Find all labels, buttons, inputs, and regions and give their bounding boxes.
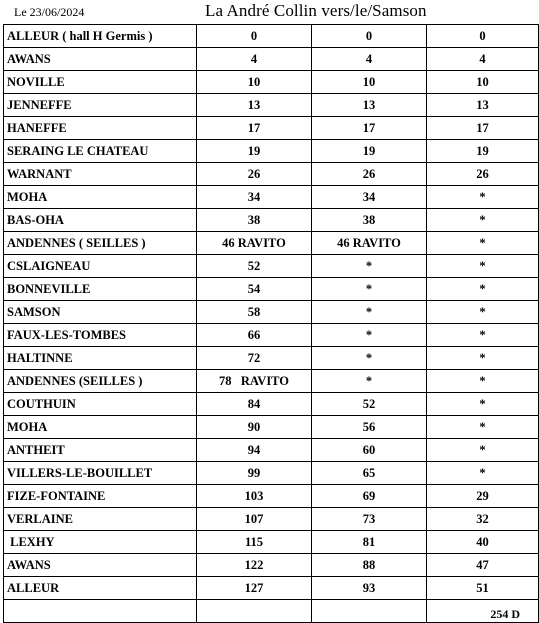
total-distance: 254 D: [427, 600, 539, 623]
distance-cell-1: 115: [197, 531, 312, 554]
distance-cell-1: 66: [197, 324, 312, 347]
distance-cell-1: 84: [197, 393, 312, 416]
table-row: [4, 255, 539, 278]
distance-cell-3: *: [427, 347, 539, 370]
table-row: [4, 25, 539, 48]
place-cell: ANDENNES (SEILLES ): [4, 370, 197, 393]
distance-cell-1: 107: [197, 508, 312, 531]
distance-cell-1: 46 RAVITO: [197, 232, 312, 255]
place-cell: VILLERS-LE-BOUILLET: [4, 462, 197, 485]
table-row: [4, 554, 539, 577]
place-cell: MOHA: [4, 416, 197, 439]
place-cell: ALLEUR: [4, 577, 197, 600]
empty-cell: [197, 600, 312, 623]
distance-cell-2: *: [312, 324, 427, 347]
distance-cell-1: 4: [197, 48, 312, 71]
distance-cell-1: 99: [197, 462, 312, 485]
table-row: [4, 416, 539, 439]
distance-cell-2: *: [312, 347, 427, 370]
distance-cell-3: 51: [427, 577, 539, 600]
place-cell: FIZE-FONTAINE: [4, 485, 197, 508]
distance-cell-3: 0: [427, 25, 539, 48]
distance-cell-1: 10: [197, 71, 312, 94]
distance-cell-2: 73: [312, 508, 427, 531]
distance-cell-2: 52: [312, 393, 427, 416]
distance-cell-3: *: [427, 439, 539, 462]
distance-cell-1: 38: [197, 209, 312, 232]
distance-cell-2: 69: [312, 485, 427, 508]
table-row: [4, 324, 539, 347]
empty-cell: [4, 600, 197, 623]
distance-cell-3: 10: [427, 71, 539, 94]
distance-cell-1: 78 RAVITO: [197, 370, 312, 393]
distance-cell-2: 88: [312, 554, 427, 577]
document-header: [0, 0, 539, 26]
place-cell: ANTHEIT: [4, 439, 197, 462]
place-cell: JENNEFFE: [4, 94, 197, 117]
distance-cell-2: 17: [312, 117, 427, 140]
distance-cell-2: *: [312, 255, 427, 278]
distance-cell-1: 58: [197, 301, 312, 324]
distance-cell-2: 34: [312, 186, 427, 209]
document-date: Le 23/06/2024: [14, 5, 85, 19]
distance-cell-3: 47: [427, 554, 539, 577]
total-row: [4, 600, 539, 623]
table-row: [4, 163, 539, 186]
distance-cell-3: *: [427, 462, 539, 485]
place-cell: WARNANT: [4, 163, 197, 186]
distance-cell-1: 122: [197, 554, 312, 577]
distance-cell-3: *: [427, 324, 539, 347]
distance-cell-2: 38: [312, 209, 427, 232]
table-row: [4, 439, 539, 462]
place-cell: HALTINNE: [4, 347, 197, 370]
table-row: [4, 140, 539, 163]
distance-cell-1: 34: [197, 186, 312, 209]
table-row: [4, 508, 539, 531]
distance-cell-2: 4: [312, 48, 427, 71]
place-cell: VERLAINE: [4, 508, 197, 531]
table-row: [4, 232, 539, 255]
distance-cell-2: 13: [312, 94, 427, 117]
distance-cell-3: *: [427, 232, 539, 255]
distance-cell-1: 103: [197, 485, 312, 508]
distance-cell-2: *: [312, 370, 427, 393]
distance-cell-2: 0: [312, 25, 427, 48]
distance-cell-2: 46 RAVITO: [312, 232, 427, 255]
distance-cell-1: 94: [197, 439, 312, 462]
distance-cell-1: 13: [197, 94, 312, 117]
distance-cell-1: 19: [197, 140, 312, 163]
route-table: [3, 24, 539, 623]
place-cell: AWANS: [4, 554, 197, 577]
table-row: [4, 209, 539, 232]
place-cell: ANDENNES ( SEILLES ): [4, 232, 197, 255]
distance-cell-3: 29: [427, 485, 539, 508]
place-cell: AWANS: [4, 48, 197, 71]
distance-cell-1: 90: [197, 416, 312, 439]
table-row: [4, 71, 539, 94]
distance-cell-3: *: [427, 370, 539, 393]
distance-cell-2: 10: [312, 71, 427, 94]
place-cell: NOVILLE: [4, 71, 197, 94]
place-cell: CSLAIGNEAU: [4, 255, 197, 278]
table-row: [4, 393, 539, 416]
place-cell: FAUX-LES-TOMBES: [4, 324, 197, 347]
distance-cell-1: 0: [197, 25, 312, 48]
distance-cell-1: 17: [197, 117, 312, 140]
place-cell: LEXHY: [4, 531, 197, 554]
distance-cell-1: 52: [197, 255, 312, 278]
place-cell: ALLEUR ( hall H Germis ): [4, 25, 197, 48]
place-cell: BONNEVILLE: [4, 278, 197, 301]
table-row: [4, 48, 539, 71]
document-title: La André Collin vers/le/Samson: [205, 1, 427, 20]
place-cell: COUTHUIN: [4, 393, 197, 416]
table-row: [4, 347, 539, 370]
distance-cell-3: *: [427, 186, 539, 209]
distance-cell-2: 56: [312, 416, 427, 439]
distance-cell-3: 26: [427, 163, 539, 186]
table-row: [4, 370, 539, 393]
place-cell: SERAING LE CHATEAU: [4, 140, 197, 163]
table-row: [4, 531, 539, 554]
empty-cell: [312, 600, 427, 623]
distance-cell-3: *: [427, 416, 539, 439]
table-row: [4, 462, 539, 485]
distance-cell-2: 81: [312, 531, 427, 554]
route-table-body: [4, 25, 539, 623]
table-row: [4, 94, 539, 117]
place-cell: HANEFFE: [4, 117, 197, 140]
place-cell: SAMSON: [4, 301, 197, 324]
table-row: [4, 278, 539, 301]
distance-cell-1: 72: [197, 347, 312, 370]
table-row: [4, 301, 539, 324]
distance-cell-1: 26: [197, 163, 312, 186]
table-row: [4, 117, 539, 140]
distance-cell-1: 127: [197, 577, 312, 600]
distance-cell-2: 26: [312, 163, 427, 186]
place-cell: BAS-OHA: [4, 209, 197, 232]
table-row: [4, 186, 539, 209]
place-cell: MOHA: [4, 186, 197, 209]
distance-cell-3: 40: [427, 531, 539, 554]
distance-cell-2: 93: [312, 577, 427, 600]
distance-cell-2: 60: [312, 439, 427, 462]
table-row: [4, 577, 539, 600]
distance-cell-2: 65: [312, 462, 427, 485]
distance-cell-2: *: [312, 301, 427, 324]
distance-cell-3: 4: [427, 48, 539, 71]
distance-cell-2: 19: [312, 140, 427, 163]
distance-cell-3: *: [427, 393, 539, 416]
table-row: [4, 485, 539, 508]
distance-cell-3: *: [427, 255, 539, 278]
distance-cell-3: 32: [427, 508, 539, 531]
distance-cell-1: 54: [197, 278, 312, 301]
distance-cell-3: *: [427, 278, 539, 301]
distance-cell-3: 19: [427, 140, 539, 163]
distance-cell-3: *: [427, 301, 539, 324]
distance-cell-3: 17: [427, 117, 539, 140]
distance-cell-2: *: [312, 278, 427, 301]
distance-cell-3: *: [427, 209, 539, 232]
distance-cell-3: 13: [427, 94, 539, 117]
